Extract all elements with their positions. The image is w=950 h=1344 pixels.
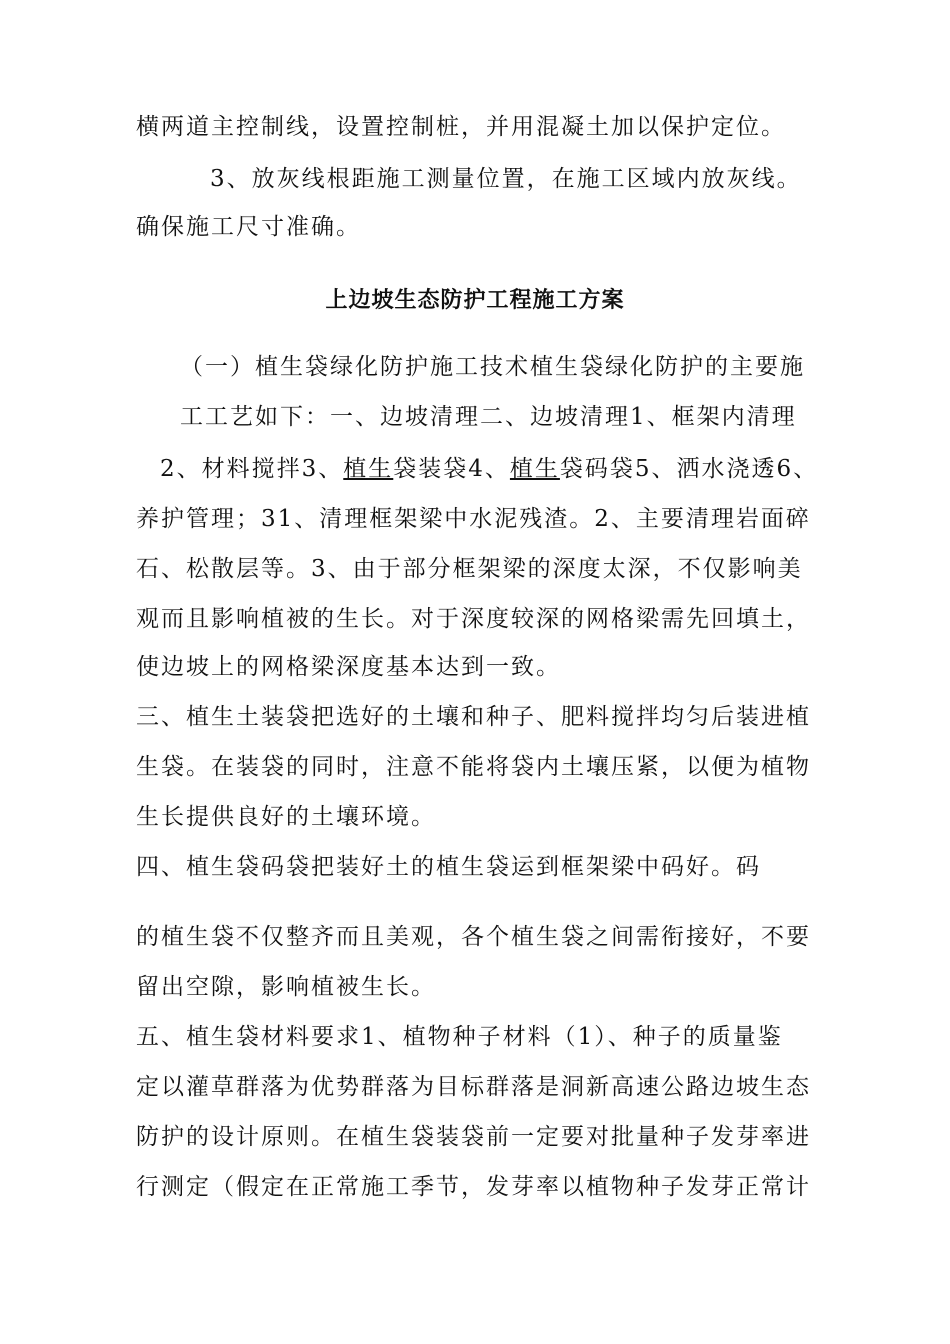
paragraph-line: 生袋。在装袋的同时，注意不能将袋内土壤压紧，以便为植物	[136, 754, 811, 780]
paragraph-line: （一）植生袋绿化防护施工技术植生袋绿化防护的主要施	[180, 354, 805, 380]
paragraph-line: 生长提供良好的土壤环境。	[136, 804, 436, 830]
paragraph-line: 观而且影响植被的生长。对于深度较深的网格梁需先回填土，	[136, 606, 811, 632]
paragraph-line: 3、放灰线根距施工测量位置，在施工区域内放灰线。	[210, 166, 802, 192]
text-run: 袋码袋5、洒水浇透6、	[559, 456, 819, 482]
paragraph-line: 石、松散层等。3、由于部分框架梁的深度太深，不仅影响美	[136, 556, 803, 582]
paragraph-line: 行测定（假定在正常施工季节，发芽率以植物种子发芽正常计	[136, 1174, 811, 1200]
paragraph-line: 定以灌草群落为优势群落为目标群落是洞新高速公路边坡生态	[136, 1074, 811, 1100]
text-run: 2、材料搅拌3、	[160, 456, 344, 482]
paragraph-line: 留出空隙，影响植被生长。	[136, 974, 436, 1000]
paragraph-line: 养护管理；31、清理框架梁中水泥残渣。2、主要清理岩面碎	[136, 506, 811, 532]
paragraph-line: 横两道主控制线，设置控制桩，并用混凝土加以保护定位。	[136, 114, 786, 140]
paragraph-line: 确保施工尺寸准确。	[136, 214, 361, 240]
paragraph-line: 五、植生袋材料要求1、植物种子材料（1）、种子的质量鉴	[136, 1024, 783, 1050]
paragraph-line: 工工艺如下：一、边坡清理二、边坡清理1、框架内清理	[180, 404, 797, 430]
paragraph-line: 三、植生土装袋把选好的土壤和种子、肥料搅拌均匀后装进植	[136, 704, 811, 730]
section-title: 上边坡生态防护工程施工方案	[325, 288, 625, 313]
paragraph-line-mixed	[160, 453, 818, 485]
underlined-text: 植生	[509, 456, 560, 482]
paragraph-line: 使边坡上的网格梁深度基本达到一致。	[136, 654, 561, 680]
text-run: 袋装袋4、	[393, 456, 510, 482]
underlined-text: 植生	[343, 456, 394, 482]
paragraph-line: 防护的设计原则。在植生袋装袋前一定要对批量种子发芽率进	[136, 1124, 811, 1150]
paragraph-line: 四、植生袋码袋把装好土的植生袋运到框架梁中码好。码	[136, 854, 761, 880]
paragraph-line: 的植生袋不仅整齐而且美观，各个植生袋之间需衔接好，不要	[136, 924, 811, 950]
